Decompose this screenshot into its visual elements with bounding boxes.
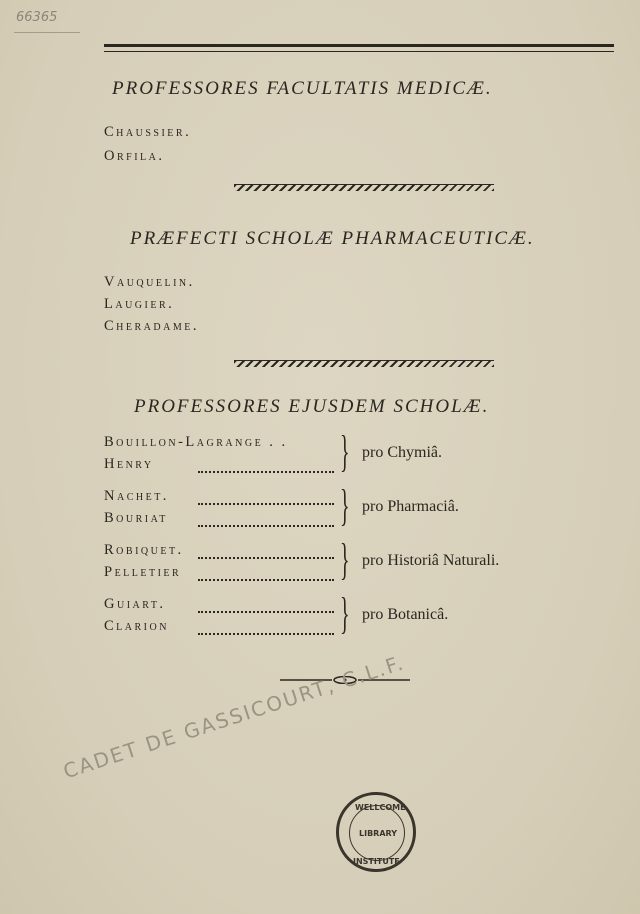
subject-label: pro Historiâ Naturali.	[362, 552, 500, 569]
heading-ejusdem: PROFESSORES EJUSDEM SCHOLÆ.	[134, 396, 490, 417]
name-chaussier: Chaussier.	[104, 124, 192, 140]
dot-leader	[198, 578, 334, 581]
name-nachet: Nachet.	[104, 488, 169, 504]
stamp-middle-text: LIBRARY	[359, 829, 398, 838]
name-vauquelin: Vauquelin.	[104, 274, 195, 290]
subject-label: pro Chymiâ.	[362, 444, 442, 461]
professor-group-pharmacia	[104, 481, 604, 534]
dot-leader	[198, 470, 334, 473]
shelfmark-underline	[14, 32, 80, 33]
heading-praefecti: PRÆFECTI SCHOLÆ PHARMACEUTICÆ.	[130, 228, 535, 249]
heading-professores-facultatis: PROFESSORES FACULTATIS MEDICÆ.	[112, 78, 493, 99]
dot-leader	[198, 502, 334, 505]
stamp-top-text: WELLCOME	[355, 803, 406, 812]
name-laugier: Laugier.	[104, 296, 175, 312]
name-pelletier: Pelletier	[104, 564, 182, 580]
wavy-divider	[234, 360, 494, 367]
name-cheradame: Cheradame.	[104, 318, 199, 334]
professor-group-botanica	[104, 589, 604, 642]
professor-group-historia	[104, 535, 604, 588]
library-stamp	[336, 792, 416, 872]
stamp-bottom-text: INSTITUTE	[353, 857, 400, 866]
name-bouillon-lagrange: Bouillon-Lagrange . .	[104, 434, 288, 450]
brace-icon: }	[340, 535, 350, 584]
name-henry: Henry	[104, 456, 154, 472]
brace-icon: }	[340, 589, 350, 638]
dot-leader	[198, 632, 334, 635]
brace-icon: }	[340, 427, 350, 476]
dot-leader	[198, 524, 334, 527]
subject-label: pro Botanicâ.	[362, 606, 449, 623]
brace-icon: }	[340, 481, 350, 530]
name-orfila: Orfila.	[104, 148, 165, 164]
subject-label: pro Pharmaciâ.	[362, 498, 459, 515]
name-robiquet: Robiquet.	[104, 542, 184, 558]
name-clarion: Clarion	[104, 618, 169, 634]
wavy-divider	[234, 184, 494, 191]
name-guiart: Guiart.	[104, 596, 166, 612]
shelfmark: 66365	[16, 10, 58, 25]
handwritten-author-note: CADET DE GASSICOURT, C.L.F.	[60, 650, 408, 784]
professor-group-chymia	[104, 427, 604, 480]
dot-leader	[198, 610, 334, 613]
top-double-rule	[104, 44, 614, 52]
dot-leader	[198, 556, 334, 559]
name-bouriat: Bouriat	[104, 510, 168, 526]
